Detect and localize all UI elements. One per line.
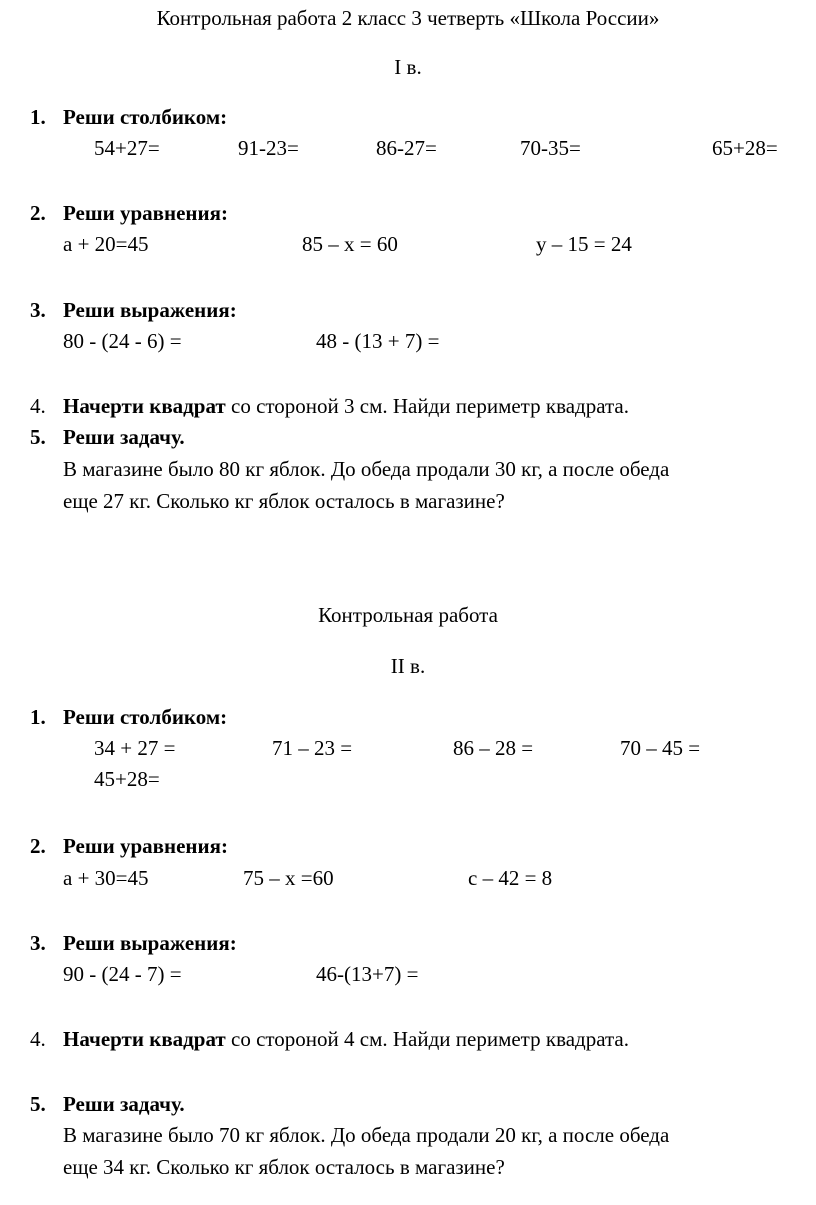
variant-2-label: II в. [390,654,426,678]
task-heading: Реши задачу. [63,425,185,449]
task-number: 5. [30,1092,46,1116]
task-heading: Реши уравнения: [63,201,228,225]
problem-line: В магазине было 70 кг яблок. До обеда продали 20 кг, а после обеда [63,1123,670,1147]
task-heading: Реши задачу. [63,1092,185,1116]
problem-line: В магазине было 80 кг яблок. До обеда продали 30 кг, а после обеда [63,457,670,481]
section-title: Контрольная работа [318,603,498,627]
task-number: 4. [30,394,46,418]
task-heading: Реши уравнения: [63,834,228,858]
task-heading: Реши выражения: [63,298,237,322]
task-number: 2. [30,201,46,225]
task-number: 2. [30,834,46,858]
task-heading: Реши выражения: [63,931,237,955]
equation: 75 – х =60 [243,866,334,890]
equation: 85 – х = 60 [302,232,398,256]
task-heading: Начерти квадрат [63,1027,226,1051]
column-example: 70-35= [520,136,581,160]
expression: 46-(13+7) = [316,962,419,986]
task-number: 5. [30,425,46,449]
task-number: 4. [30,1027,46,1051]
problem-line: еще 34 кг. Сколько кг яблок осталось в магазине? [63,1155,505,1179]
variant-1-label: I в. [394,55,422,79]
column-example: 45+28= [94,767,160,791]
task-number: 1. [30,705,46,729]
column-example: 71 – 23 = [272,736,353,760]
expression: 90 - (24 - 7) = [63,962,182,986]
task-number: 1. [30,105,46,129]
page-title: Контрольная работа 2 класс 3 четверть «Школа России» [156,6,660,30]
task-text [63,1026,629,1052]
problem-line: еще 27 кг. Сколько кг яблок осталось в магазине? [63,489,505,513]
expression: 48 - (13 + 7) = [316,329,440,353]
task-heading: Реши столбиком: [63,705,228,729]
column-example: 91-23= [238,136,299,160]
task-text [63,393,629,419]
column-example: 86-27= [376,136,437,160]
task-body: со стороной 3 см. Найди периметр квадрата. [225,394,629,418]
equation: с – 42 = 8 [468,866,553,890]
task-heading: Начерти квадрат [63,394,226,418]
column-example: 34 + 27 = [94,736,176,760]
equation: а + 30=45 [63,866,149,890]
equation: а + 20=45 [63,232,149,256]
task-body: со стороной 4 см. Найди периметр квадрата. [225,1027,629,1051]
column-example: 65+28= [712,136,778,160]
column-example: 54+27= [94,136,160,160]
task-number: 3. [30,298,46,322]
task-heading: Реши столбиком: [63,105,228,129]
column-example: 86 – 28 = [453,736,534,760]
equation: у – 15 = 24 [536,232,632,256]
expression: 80 - (24 - 6) = [63,329,182,353]
column-example: 70 – 45 = [620,736,701,760]
task-number: 3. [30,931,46,955]
